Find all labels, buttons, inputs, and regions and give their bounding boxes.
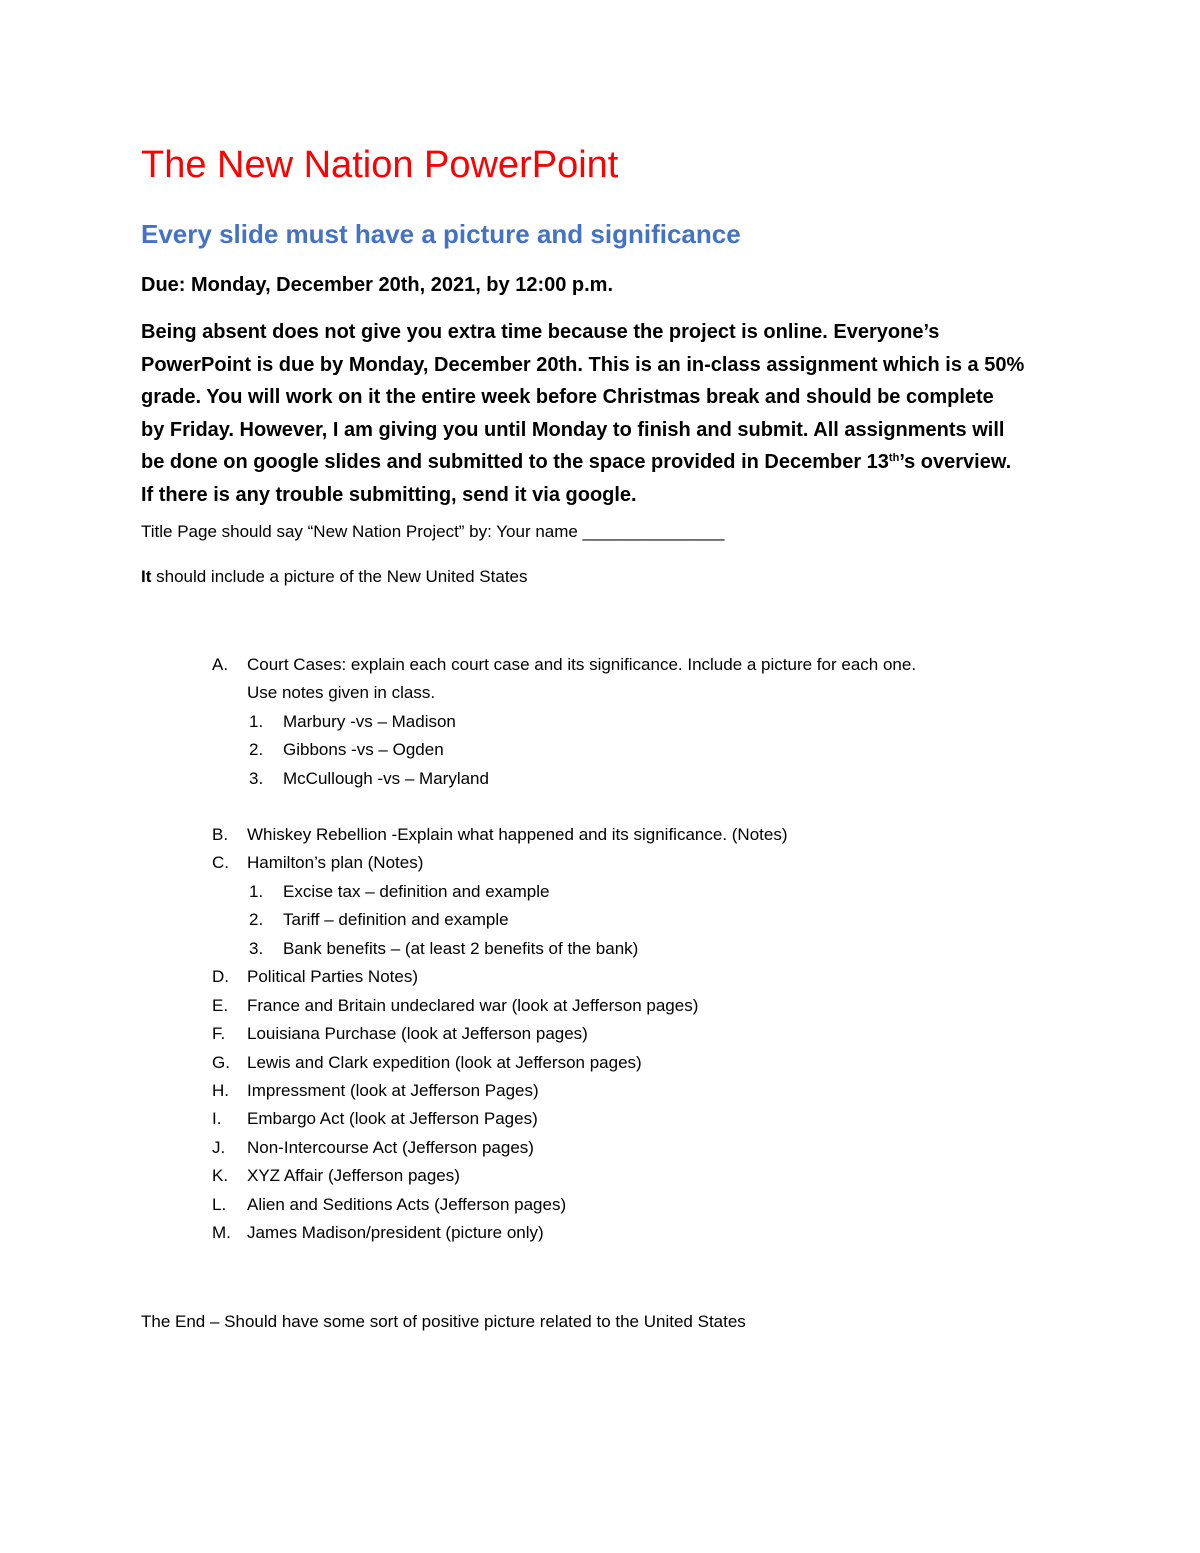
ordinal-superscript: th (888, 452, 900, 464)
list-item-text: Political Parties Notes) (247, 967, 419, 986)
list-label: M. (212, 1223, 231, 1242)
list-item-text: Impressment (look at Jefferson Pages) (247, 1081, 539, 1100)
list-item-text: Whiskey Rebellion -Explain what happened and its significance. (Notes) (247, 825, 788, 844)
paragraph-line: If there is any trouble submitting, send it via google. (141, 483, 637, 506)
list-label: A. (212, 655, 229, 674)
paragraph-line: Being absent does not give you extra time because the project is online. Everyone’s (141, 321, 940, 343)
sublist-item-text: Gibbons -vs – Ogden (283, 740, 444, 759)
list-item-text: XYZ Affair (Jefferson pages) (247, 1166, 460, 1185)
sublist-label: 1. (249, 882, 264, 901)
title-page-instruction: Title Page should say “New Nation Project” by: Your name _______________ (141, 522, 725, 541)
list-label: G. (212, 1053, 230, 1072)
the-end-instruction: The End – Should have some sort of positive picture related to the United States (141, 1312, 746, 1331)
list-label: F. (212, 1024, 226, 1043)
list-label: H. (212, 1081, 229, 1100)
paragraph-line: by Friday. However, I am giving you until Monday to finish and submit. All assignments will (141, 418, 1005, 441)
document-subtitle: Every slide must have a picture and significance (141, 219, 741, 249)
include-picture-instruction (141, 567, 528, 587)
paragraph-line: PowerPoint is due by Monday, December 20th. This is an in-class assignment which is a 50% (141, 353, 1025, 376)
list-item-text: Court Cases: explain each court case and its significance. Include a picture for each one. (247, 655, 917, 674)
list-item-text: Hamilton’s plan (Notes) (247, 853, 424, 872)
bold-word: It (141, 567, 152, 586)
instructions-paragraph (141, 316, 1101, 511)
list-label: K. (212, 1166, 229, 1185)
list-item-text: Louisiana Purchase (look at Jefferson pages) (247, 1024, 588, 1043)
list-label: C. (212, 853, 229, 872)
instruction-text: should include a picture of the New United States (151, 567, 528, 586)
sublist-item-text: Bank benefits – (at least 2 benefits of the bank) (283, 939, 639, 958)
sublist-item-text: McCullough -vs – Maryland (283, 769, 489, 788)
sublist-label: 2. (249, 910, 264, 929)
sublist-label: 2. (249, 740, 264, 759)
list-label: E. (212, 996, 229, 1015)
sublist-item-text: Tariff – definition and example (283, 910, 509, 929)
sublist-item-text: Marbury -vs – Madison (283, 712, 456, 731)
list-item-text: Lewis and Clark expedition (look at Jefferson pages) (247, 1053, 642, 1072)
list-item-text: Use notes given in class. (247, 683, 436, 702)
list-label: J. (212, 1138, 226, 1157)
list-label: B. (212, 825, 229, 844)
sublist-label: 3. (249, 939, 264, 958)
sublist-label: 3. (249, 769, 264, 788)
sublist-item-text: Excise tax – definition and example (283, 882, 550, 901)
list-item-text: Embargo Act (look at Jefferson Pages) (247, 1109, 538, 1128)
paragraph-line-text: be done on google slides and submitted to the space provided in December 13 (141, 451, 889, 473)
list-item-text: France and Britain undeclared war (look at Jefferson pages) (247, 996, 699, 1015)
paragraph-line (141, 446, 1101, 479)
paragraph-line: grade. You will work on it the entire week before Christmas break and should be complete (141, 386, 994, 408)
list-label: I. (212, 1109, 222, 1128)
document-title: The New Nation PowerPoint (141, 144, 619, 186)
list-label: L. (212, 1195, 227, 1214)
list-item-text: Non-Intercourse Act (Jefferson pages) (247, 1138, 534, 1157)
due-date: Due: Monday, December 20th, 2021, by 12:00 p.m. (141, 274, 614, 296)
sublist-label: 1. (249, 712, 264, 731)
list-item-text: James Madison/president (picture only) (247, 1223, 544, 1242)
paragraph-line-text: ’s overview. (899, 451, 1012, 473)
list-label: D. (212, 967, 229, 986)
list-item-text: Alien and Seditions Acts (Jefferson pages) (247, 1195, 567, 1214)
